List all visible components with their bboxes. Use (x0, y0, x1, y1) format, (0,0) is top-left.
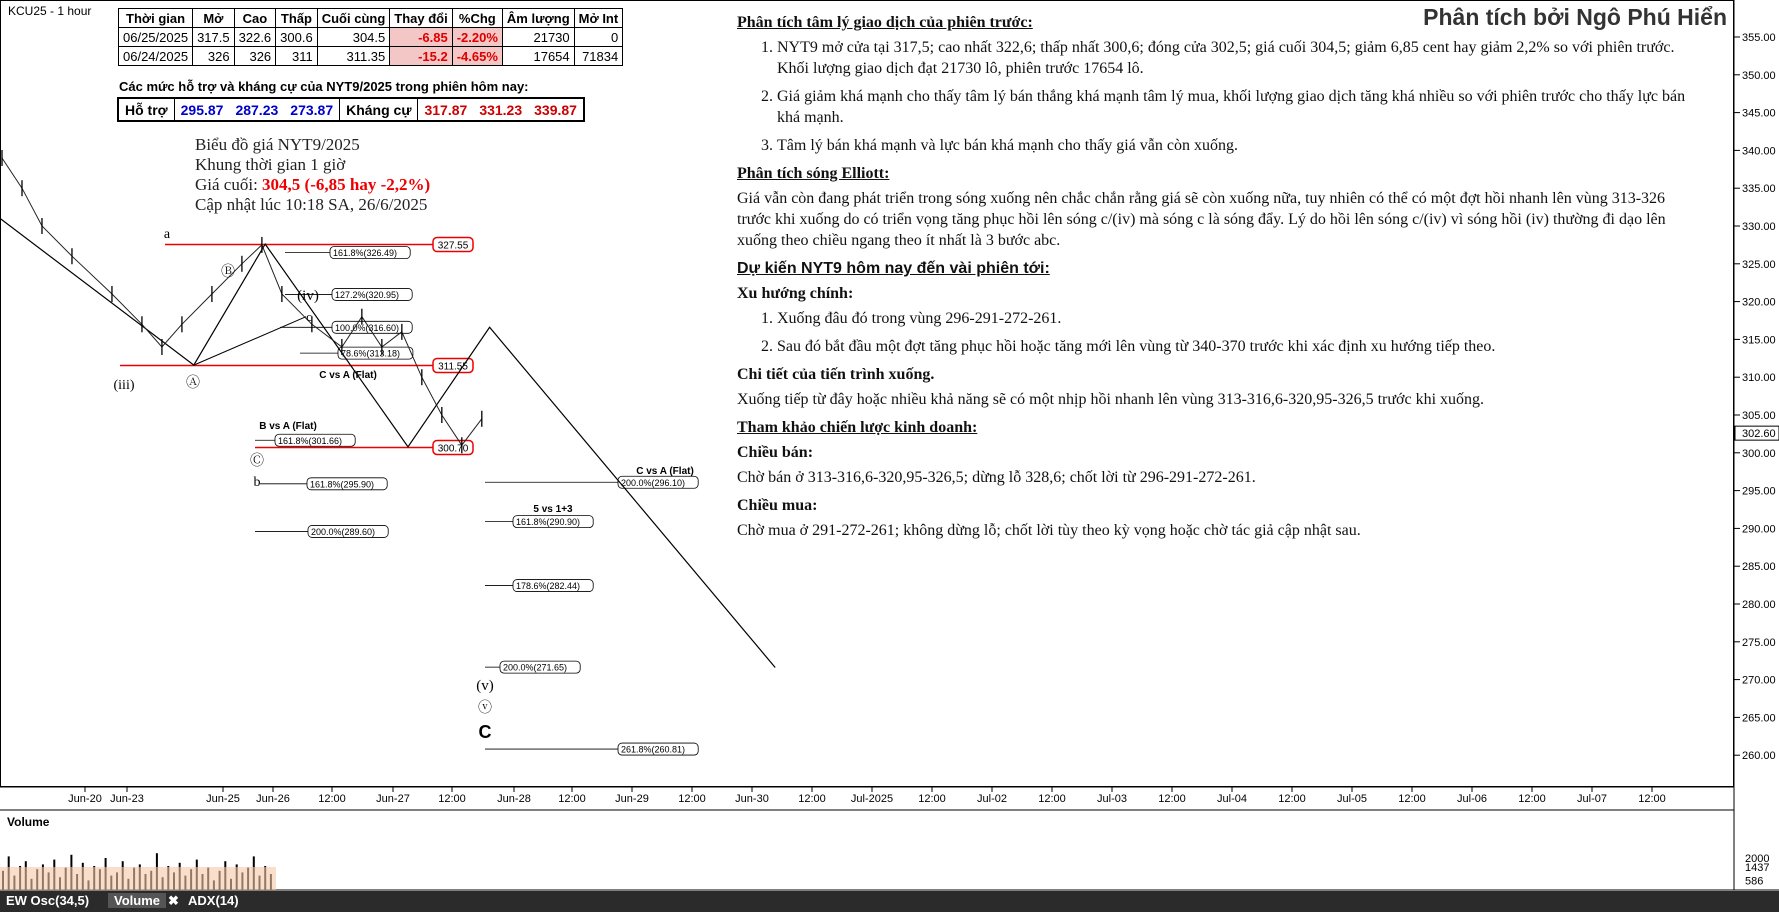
fib-label: 200.0%(296.10) (621, 477, 686, 488)
y-tick-label: 345.00 (1742, 107, 1776, 120)
wave-label: C vs A (Flat) (636, 466, 694, 477)
analysis-panel (737, 12, 1699, 548)
sell-text: Chờ bán ở 313-316,6-320,95-326,5; dừng lỗ 328,6; chốt lời từ 296-291-272-261. (737, 469, 1256, 486)
wave-label: C vs A (Flat) (319, 370, 377, 381)
quote-cell: -6.85 (390, 28, 452, 47)
volume-label: Volume (7, 815, 50, 829)
quote-cell: -2.20% (452, 28, 502, 47)
quote-row (119, 47, 623, 66)
resistance-value: 331.23 (479, 101, 523, 118)
volume-tick-label: 2000 (1745, 853, 1770, 865)
subsection-title: Xu hướng chính: (737, 285, 854, 302)
level-label: 300.70 (437, 443, 469, 455)
fib-label: 161.8%(326.49) (333, 248, 398, 259)
last-price-label: 302.60 (1742, 428, 1776, 441)
x-tick-label: Jun-27 (376, 793, 410, 805)
x-tick-label: 12:00 (798, 793, 826, 805)
x-tick-label: Jul-03 (1097, 793, 1127, 805)
y-tick-label: 305.00 (1742, 410, 1776, 422)
wave-label: Ⓐ (186, 376, 200, 391)
quote-cell: 304.5 (317, 28, 390, 47)
price-value: 304,5 (-6,85 hay -2,2%) (262, 175, 431, 194)
quote-header: %Chg (452, 9, 502, 28)
quote-header: Mở Int (574, 9, 623, 28)
quote-cell: 322.6 (234, 28, 276, 47)
wave-label: Ⓒ (250, 454, 264, 469)
support-resistance-table (117, 97, 585, 122)
x-tick-label: Jul-2025 (850, 793, 894, 805)
section-title: Dự kiến NYT9 hôm nay đến vài phiên tới: (737, 260, 1050, 277)
x-tick-label: 12:00 (1278, 793, 1306, 805)
x-tick-label: Jun-20 (68, 793, 102, 805)
volume-tick-label: 1437 (1745, 862, 1770, 875)
quote-header: Cuối cùng (317, 9, 390, 28)
subsection-title: Chi tiết của tiến trình xuống. (737, 366, 935, 383)
quote-cell: 21730 (502, 28, 574, 47)
buy-text: Chờ mua ở 291-272-261; không dừng lỗ; chốt lời tùy theo kỳ vọng hoặc chờ tác giả cập nhật sau. (737, 522, 1361, 539)
quote-cell: -15.2 (390, 47, 452, 66)
tab-volume[interactable]: Volume (108, 893, 166, 908)
support-value: 273.87 (284, 98, 339, 121)
x-tick-label: Jul-07 (1577, 793, 1607, 805)
quote-header: Thời gian (119, 9, 193, 28)
volume-tick-label: 586 (1745, 875, 1764, 888)
x-tick-label: Jun-30 (735, 793, 769, 805)
trend-list (737, 308, 1699, 357)
y-tick-label: 260.00 (1742, 750, 1776, 763)
author-credit: Phân tích bởi Ngô Phú Hiển (1423, 4, 1727, 30)
y-tick-label: 315.00 (1742, 334, 1776, 347)
elliott-text: Giá vẫn còn đang phát triển trong sóng xuống nên chắc chắn rằng giá sẽ còn xuống nữa, tuy nhiên có thể có một đợt hồi nhanh lên vùng 313-326 trước khi xuống do có triển vọng tăng phục hồi lên sóng c/(iv) mà sóng c là sóng đẩy. Lý do hồi lên sóng c/(iv) vì sóng hồi (iv) thường đi dạo lên xuống theo chiều ngang theo ít nhất là 3 bước abc. (737, 190, 1666, 249)
chart-info-timeframe: Khung thời gian 1 giờ (195, 155, 346, 174)
fib-label: 161.8%(301.66) (278, 435, 343, 446)
elliott-wave-line (0, 218, 775, 667)
list-item: 2. Giá giảm khá mạnh cho thấy tâm lý bán thắng khá mạnh tâm lý mua, khối lượng giao dịch tăng khá nhiều so với phiên trước cho thấy lực bán khá mạnh. (777, 86, 1699, 128)
quote-header: Cao (234, 9, 276, 28)
wave-label: (iv) (297, 288, 319, 304)
wave-label: 5 vs 1+3 (533, 504, 573, 515)
sentiment-list (737, 37, 1699, 156)
quote-header: Âm lượng (502, 9, 574, 28)
y-tick-label: 335.00 (1742, 183, 1776, 196)
close-icon[interactable]: ✖ (168, 893, 179, 908)
volume-ma-area (0, 867, 276, 890)
detail-text: Xuống tiếp từ đây hoặc nhiều khả năng sẽ có một nhịp hồi nhanh lên vùng 313-316,6-320,95-326,5 trước khi xuống. (737, 391, 1485, 408)
y-tick-label: 270.00 (1742, 674, 1776, 687)
x-tick-label: 12:00 (558, 793, 586, 805)
y-tick-label: 265.00 (1742, 712, 1776, 725)
subsection-title: Chiều bán: (737, 444, 814, 461)
list-item: 1. Xuống đâu đó trong vùng 296-291-272-261. (777, 308, 1699, 329)
quote-cell: 06/25/2025 (119, 28, 193, 47)
fib-label: 100.0%(316.60) (335, 322, 400, 333)
subsection-title: Chiều mua: (737, 497, 818, 514)
quote-cell: 326 (234, 47, 276, 66)
list-item: 3. Tâm lý bán khá mạnh và lực bán khá mạnh cho thấy giá vẫn còn xuống. (777, 135, 1699, 156)
list-item: 1. NYT9 mở cửa tại 317,5; cao nhất 322,6; thấp nhất 300,6; đóng cửa 302,5; giá cuối 304,5; giảm 6,85 cent hay giảm 2,2% so với phiên trước. Khối lượng giao dịch đạt 21730 lô, phiên trước 17654 lô. (777, 37, 1699, 79)
wave-label: ⓥ (478, 701, 492, 716)
y-tick-label: 300.00 (1742, 447, 1776, 460)
x-tick-label: 12:00 (1158, 793, 1186, 805)
section-title: Tham khảo chiến lược kinh doanh: (737, 419, 978, 436)
x-tick-label: Jul-02 (977, 793, 1007, 805)
x-tick-label: 12:00 (318, 793, 346, 805)
fib-label: 127.2%(320.95) (335, 289, 400, 300)
chart-info-title: Biểu đồ giá NYT9/2025 (195, 135, 360, 154)
x-tick-label: 12:00 (1038, 793, 1066, 805)
x-tick-label: Jul-04 (1217, 793, 1247, 805)
x-tick-label: Jul-06 (1457, 793, 1487, 805)
y-tick-label: 340.00 (1742, 145, 1776, 158)
quote-header: Mở (193, 9, 235, 28)
quote-cell: 06/24/2025 (119, 47, 193, 66)
fib-label: 178.6%(282.44) (516, 581, 581, 592)
list-item: 2. Sau đó bắt đầu một đợt tăng phục hồi hoặc tăng mới lên vùng từ 340-370 trước khi xác định xu hướng tiếp theo. (777, 336, 1699, 357)
x-tick-label: 12:00 (918, 793, 946, 805)
quote-row (119, 28, 623, 47)
chart-info-price (195, 175, 430, 195)
y-tick-label: 280.00 (1742, 599, 1776, 611)
support-value: 295.87 (180, 101, 224, 118)
wave-label: (v) (476, 678, 494, 694)
quote-table (118, 8, 623, 66)
x-tick-label: Jun-26 (256, 793, 290, 805)
x-tick-label: 12:00 (1518, 793, 1546, 805)
fib-label: 261.8%(260.81) (621, 744, 686, 755)
y-tick-label: 290.00 (1742, 523, 1776, 536)
wave-label: b (253, 475, 261, 490)
y-tick-label: 310.00 (1742, 372, 1776, 385)
tab-ew-osc[interactable]: EW Osc(34,5) (6, 893, 90, 908)
support-label: Hỗ trợ (118, 98, 174, 121)
y-tick-label: 275.00 (1742, 636, 1776, 649)
quote-cell: 317.5 (193, 28, 235, 47)
wave-label: B vs A (Flat) (259, 421, 317, 432)
y-tick-label: 350.00 (1742, 69, 1776, 82)
y-tick-label: 320.00 (1742, 296, 1776, 309)
wave-iv-line (194, 317, 306, 365)
wave-label: c (306, 309, 312, 324)
x-tick-label: Jun-29 (615, 793, 649, 805)
x-tick-label: 12:00 (1398, 793, 1426, 805)
resistance-value: 317.87 (424, 101, 468, 118)
resistance-label: Kháng cự (340, 98, 418, 121)
symbol-label: KCU25 - 1 hour (8, 4, 92, 18)
x-tick-label: 12:00 (1638, 793, 1666, 805)
fib-label: 161.8%(295.90) (310, 479, 375, 490)
resistance-value: 339.87 (534, 101, 577, 118)
quote-cell: 0 (574, 28, 623, 47)
quote-cell: 311.35 (317, 47, 390, 66)
quote-cell: 17654 (502, 47, 574, 66)
chart-info (195, 135, 430, 215)
x-tick-label: Jun-23 (110, 793, 144, 805)
wave-label: (iii) (113, 378, 135, 393)
indicator-tab-bar (0, 891, 1779, 912)
y-tick-label: 330.00 (1742, 221, 1776, 233)
y-tick-label: 355.00 (1742, 32, 1776, 44)
quote-header: Thay đổi (390, 9, 452, 28)
quote-header-row (119, 9, 623, 28)
level-label: 327.55 (437, 240, 469, 252)
price-label: Giá cuối: (195, 175, 258, 194)
fib-label: 200.0%(289.60) (311, 526, 376, 537)
quote-header: Thấp (276, 9, 318, 28)
x-tick-label: 12:00 (438, 793, 466, 805)
x-tick-label: Jun-25 (206, 793, 240, 805)
support-resistance-title: Các mức hỗ trợ và kháng cự của NYT9/2025 trong phiên hôm nay: (119, 79, 529, 94)
wave-label: Ⓑ (221, 265, 235, 280)
quote-cell: 311 (276, 47, 318, 66)
wave-label: C (478, 722, 492, 742)
fib-label: 161.8%(290.90) (516, 517, 581, 528)
fib-label: 200.0%(271.65) (503, 662, 568, 673)
quote-cell: 300.6 (276, 28, 318, 47)
wave-label: a (163, 227, 171, 242)
section-title: Phân tích tâm lý giao dịch của phiên trước: (737, 14, 1033, 31)
support-resistance-row (118, 98, 584, 121)
x-tick-label: Jun-28 (497, 793, 531, 805)
y-tick-label: 285.00 (1742, 561, 1776, 574)
quote-cell: 71834 (574, 47, 623, 66)
support-value: 287.23 (235, 101, 279, 118)
x-tick-label: Jul-05 (1337, 793, 1367, 805)
y-tick-label: 295.00 (1742, 485, 1776, 498)
chart-info-updated: Cập nhật lúc 10:18 SA, 26/6/2025 (195, 195, 428, 214)
x-tick-label: 12:00 (678, 793, 706, 805)
quote-cell: -4.65% (452, 47, 502, 66)
level-label: 311.55 (438, 361, 468, 373)
fib-label: 78.6%(313.18) (341, 348, 401, 359)
section-title: Phân tích sóng Elliott: (737, 165, 890, 182)
quote-cell: 326 (193, 47, 235, 66)
tab-adx[interactable]: ADX(14) (188, 893, 239, 908)
y-tick-label: 325.00 (1742, 258, 1776, 271)
